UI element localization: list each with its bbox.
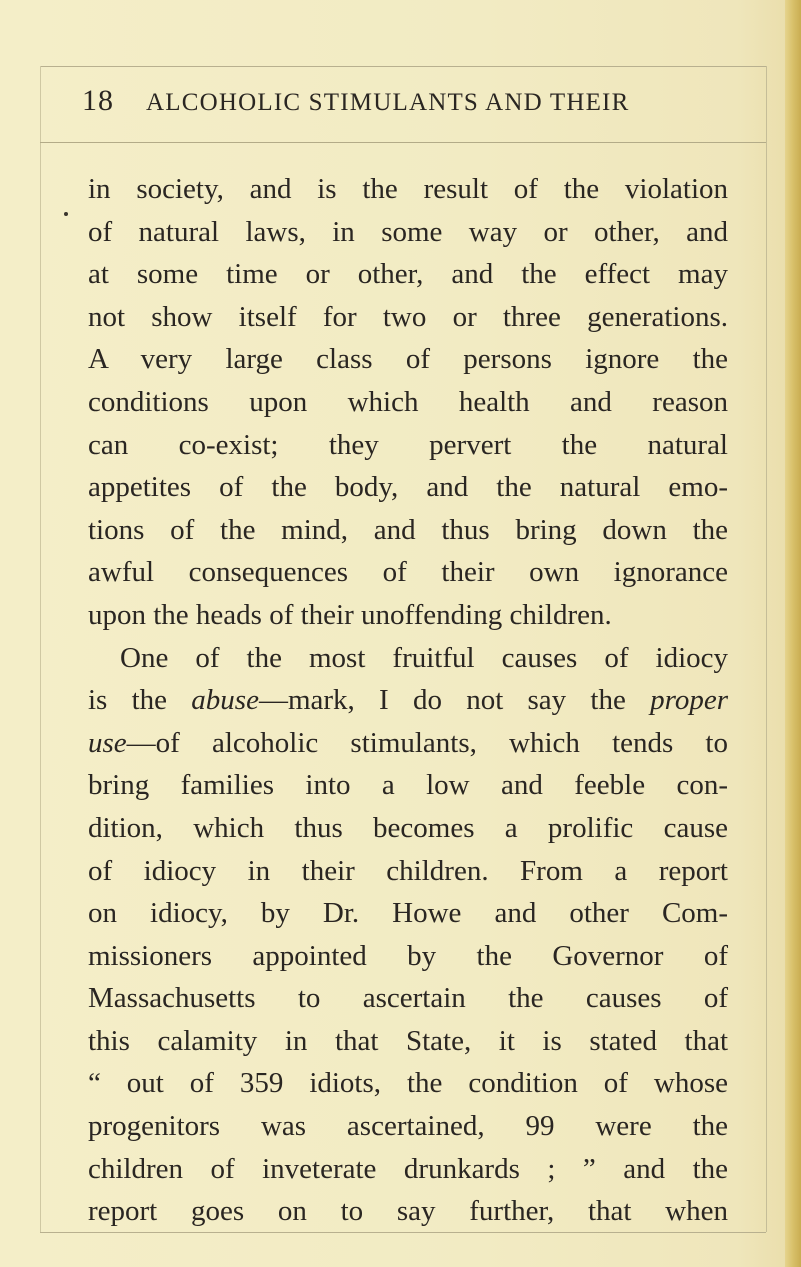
text-line: dition, which thus becomes a prolific cause <box>88 811 728 844</box>
italic-run: abuse <box>191 684 259 717</box>
page-number: 18 <box>82 84 114 117</box>
text-line: missioners appointed by the Governor of <box>88 939 728 972</box>
text-line: A very large class of persons ignore the <box>88 343 728 376</box>
text-line: at some time or other, and the effect may <box>88 258 728 291</box>
text-line: One of the most fruitful causes of idiocy <box>120 641 728 674</box>
text-line: not show itself for two or three generations. <box>88 300 728 333</box>
text-line: on idiocy, by Dr. Howe and other Com- <box>88 897 728 930</box>
text-line: appetites of the body, and the natural emo- <box>88 471 728 504</box>
text-line: in society, and is the result of the violation <box>88 173 728 205</box>
margin-mark <box>64 212 68 216</box>
italic-run: use <box>88 726 127 759</box>
text-line: can co-exist; they pervert the natural <box>88 428 728 461</box>
running-title: ALCOHOLIC STIMULANTS AND THEIR <box>146 89 630 116</box>
text-line: of natural laws, in some way or other, and <box>88 215 728 248</box>
text-line: upon the heads of their unoffending children. <box>88 598 612 631</box>
page-edge <box>785 0 801 1267</box>
text-line: bring families into a low and feeble con- <box>88 769 728 802</box>
italic-run: proper <box>650 684 728 717</box>
text-run: —mark, I do not say the <box>258 684 651 717</box>
frame-left-line <box>40 66 41 1232</box>
text-line: tions of the mind, and thus bring down the <box>88 513 728 546</box>
text-line: Massachusetts to ascertain the causes of <box>88 982 728 1015</box>
text-line: children of inveterate drunkards ; ” and the <box>88 1152 728 1185</box>
frame-right-line <box>766 66 767 1232</box>
text-line: “ out of 359 idiots, the condition of whose <box>88 1067 728 1100</box>
text-line-mixed <box>88 679 728 722</box>
header-rule <box>40 142 766 143</box>
body-text <box>88 168 728 1233</box>
text-line: progenitors was ascertained, 99 were the <box>88 1110 728 1143</box>
text-line-mixed <box>88 722 728 765</box>
frame-top-line <box>40 66 766 67</box>
text-run: —of alcoholic stimulants, which tends to <box>126 726 728 759</box>
text-run: is the <box>88 684 192 717</box>
text-line: awful consequences of their own ignorance <box>88 556 728 589</box>
running-head <box>82 84 742 124</box>
text-line: conditions upon which health and reason <box>88 385 728 418</box>
text-line: of idiocy in their children. From a report <box>88 854 728 887</box>
text-line: report goes on to say further, that when <box>88 1195 728 1228</box>
text-line: this calamity in that State, it is stated that <box>88 1024 728 1057</box>
